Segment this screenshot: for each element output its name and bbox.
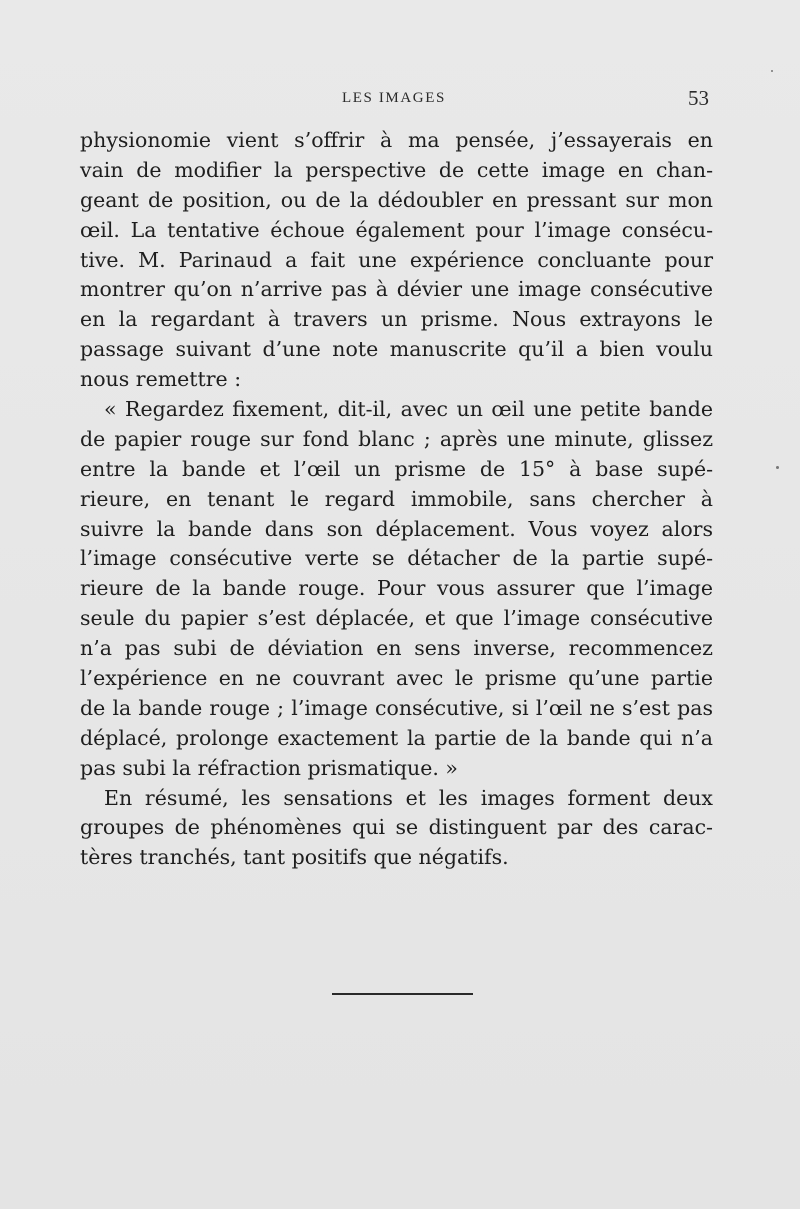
paper-speck [776,466,779,469]
text-line: vain de modifier la perspective de cette image en chan- [80,157,713,182]
running-title: LES IMAGES [342,90,446,106]
text-line: montrer qu’on n’arrive pas à dévier une image consécutive [80,277,713,302]
text-line: tive. M. Parinaud a fait une expérience concluante pour [80,247,713,272]
text-line: tères tranchés, tant positifs que négatifs. [80,845,509,870]
paper-speck [771,70,773,72]
text-line: physionomie vient s’offrir à ma pensée, j’essayerais en [80,128,713,152]
text-line: seule du papier s’est déplacée, et que l’image consécutive [80,606,713,631]
text-line: groupes de phénomènes qui se distinguent par des carac- [80,815,713,840]
text-line: rieure de la bande rouge. Pour vous assurer que l’image [80,576,713,601]
page-number: 53 [688,86,709,110]
text-line: rieure, en tenant le regard immobile, sans chercher à [80,486,713,511]
text-line: suivre la bande dans son déplacement. Vous voyez alors [80,516,713,541]
text-line: geant de position, ou de la dédoubler en pressant sur mon [80,187,713,212]
text-line: de la bande rouge ; l’image consécutive, si l’œil ne s’est pas [80,695,713,720]
running-head [0,86,800,114]
text-line: l’image consécutive verte se détacher de la partie supé- [80,546,713,571]
section-end-rule [332,993,473,995]
text-line: en la regardant à travers un prisme. Nous extrayons le [80,307,713,332]
text-line: déplacé, prolonge exactement la partie de la bande qui n’a [80,725,713,750]
text-line: œil. La tentative échoue également pour l’image consécu- [80,217,713,242]
body-text [80,126,713,873]
text-line: pas subi la réfraction prismatique. » [80,755,458,780]
text-line: « Regardez fixement, dit-il, avec un œil une petite bande [104,397,713,422]
text-line: passage suivant d’une note manuscrite qu’il a bien voulu [80,337,713,362]
text-line: l’expérience en ne couvrant avec le prisme qu’une partie [80,666,713,691]
text-line: entre la bande et l’œil un prisme de 15° à base supé- [80,456,713,481]
text-line: nous remettre : [80,367,242,392]
text-line: de papier rouge sur fond blanc ; après une minute, glissez [80,426,713,451]
text-line: En résumé, les sensations et les images forment deux [104,785,713,810]
text-line: n’a pas subi de déviation en sens inverse, recommencez [80,636,713,661]
